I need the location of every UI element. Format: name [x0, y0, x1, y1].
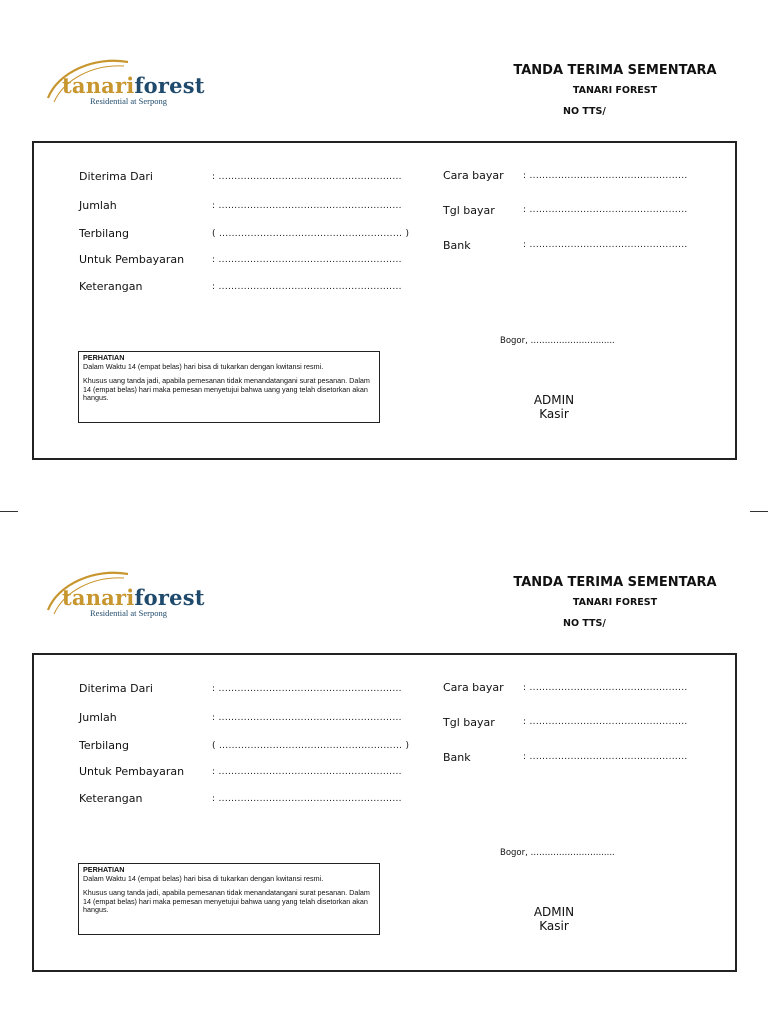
jumlah-field[interactable]: : ..........................................................	[212, 713, 402, 723]
untuk-pembayaran-field[interactable]: : ..........................................................	[212, 255, 402, 265]
receipt-2	[0, 512, 768, 1024]
signature-role: Kasir	[539, 919, 569, 933]
tgl-bayar-field[interactable]: : ..................................................	[523, 717, 688, 727]
untuk-pembayaran-label: Untuk Pembayaran	[79, 253, 185, 266]
logo-tagline: Residential at Serpong	[90, 608, 167, 618]
cara-bayar-label: Cara bayar	[443, 681, 504, 694]
untuk-pembayaran-field[interactable]: : ..........................................................	[212, 767, 402, 777]
signature-block	[514, 393, 594, 421]
notice-text-2: Khusus uang tanda jadi, apabila pemesanan tidak menandatangani surat pesanan. Dalam 14 (empat belas) hari maka pemesan menyetujui bahwa uang yang telah disetorkan akan hangus.	[83, 888, 370, 915]
terbilang-label: Terbilang	[79, 739, 129, 752]
cara-bayar-field[interactable]: : ..................................................	[523, 171, 688, 181]
notice-text-1: Dalam Waktu 14 (empat belas) hari bisa di tukarkan dengan kwitansi resmi.	[83, 873, 324, 883]
place-date: Bogor, ……………………......	[500, 848, 615, 858]
logo-tagline: Residential at Serpong	[90, 96, 167, 106]
receipt-form-box	[32, 653, 737, 972]
bank-label: Bank	[443, 751, 471, 764]
place-date: Bogor, ……………………......	[500, 336, 615, 346]
company-logo	[40, 562, 210, 622]
terbilang-label: Terbilang	[79, 227, 129, 240]
signature-name: ADMIN	[533, 393, 575, 407]
tgl-bayar-label: Tgl bayar	[443, 716, 495, 729]
bank-field[interactable]: : ..................................................	[523, 240, 688, 250]
notice-text-1: Dalam Waktu 14 (empat belas) hari bisa di tukarkan dengan kwitansi resmi.	[83, 361, 324, 371]
diterima-field[interactable]: : ..........................................................	[212, 172, 402, 182]
bank-field[interactable]: : ..................................................	[523, 752, 688, 762]
keterangan-label: Keterangan	[79, 280, 143, 293]
document-title: TANDA TERIMA SEMENTARA	[513, 63, 717, 78]
cara-bayar-label: Cara bayar	[443, 169, 504, 182]
diterima-label: Diterima Dari	[79, 682, 153, 695]
notice-box	[78, 863, 380, 935]
notice-text-2: Khusus uang tanda jadi, apabila pemesanan tidak menandatangani surat pesanan. Dalam 14 (empat belas) hari maka pemesan menyetujui bahwa uang yang telah disetorkan akan hangus.	[83, 376, 370, 403]
cara-bayar-field[interactable]: : ..................................................	[523, 683, 688, 693]
terbilang-field[interactable]: ( .......................................................... )	[212, 741, 410, 751]
signature-role: Kasir	[539, 407, 569, 421]
untuk-pembayaran-label: Untuk Pembayaran	[79, 765, 185, 778]
logo-wordmark: tanariforest	[62, 73, 205, 98]
tgl-bayar-label: Tgl bayar	[443, 204, 495, 217]
tgl-bayar-field[interactable]: : ..................................................	[523, 205, 688, 215]
jumlah-label: Jumlah	[79, 711, 117, 724]
keterangan-field[interactable]: : ..........................................................	[212, 794, 402, 804]
company-logo	[40, 50, 210, 110]
keterangan-label: Keterangan	[79, 792, 143, 805]
notice-title: PERHATIAN	[83, 353, 125, 362]
notice-box	[78, 351, 380, 423]
document-subtitle: TANARI FOREST	[572, 597, 658, 608]
document-subtitle: TANARI FOREST	[572, 85, 658, 96]
notice-title: PERHATIAN	[83, 865, 125, 874]
terbilang-field[interactable]: ( .......................................................... )	[212, 229, 410, 239]
receipt-form-box	[32, 141, 737, 460]
document-number: NO TTS/	[563, 618, 606, 629]
keterangan-field[interactable]: : ..........................................................	[212, 282, 402, 292]
document-title: TANDA TERIMA SEMENTARA	[513, 575, 717, 590]
document-number: NO TTS/	[563, 106, 606, 117]
signature-block	[514, 905, 594, 933]
diterima-field[interactable]: : ..........................................................	[212, 684, 402, 694]
jumlah-label: Jumlah	[79, 199, 117, 212]
logo-wordmark: tanariforest	[62, 585, 205, 610]
bank-label: Bank	[443, 239, 471, 252]
jumlah-field[interactable]: : ..........................................................	[212, 201, 402, 211]
diterima-label: Diterima Dari	[79, 170, 153, 183]
signature-name: ADMIN	[533, 905, 575, 919]
